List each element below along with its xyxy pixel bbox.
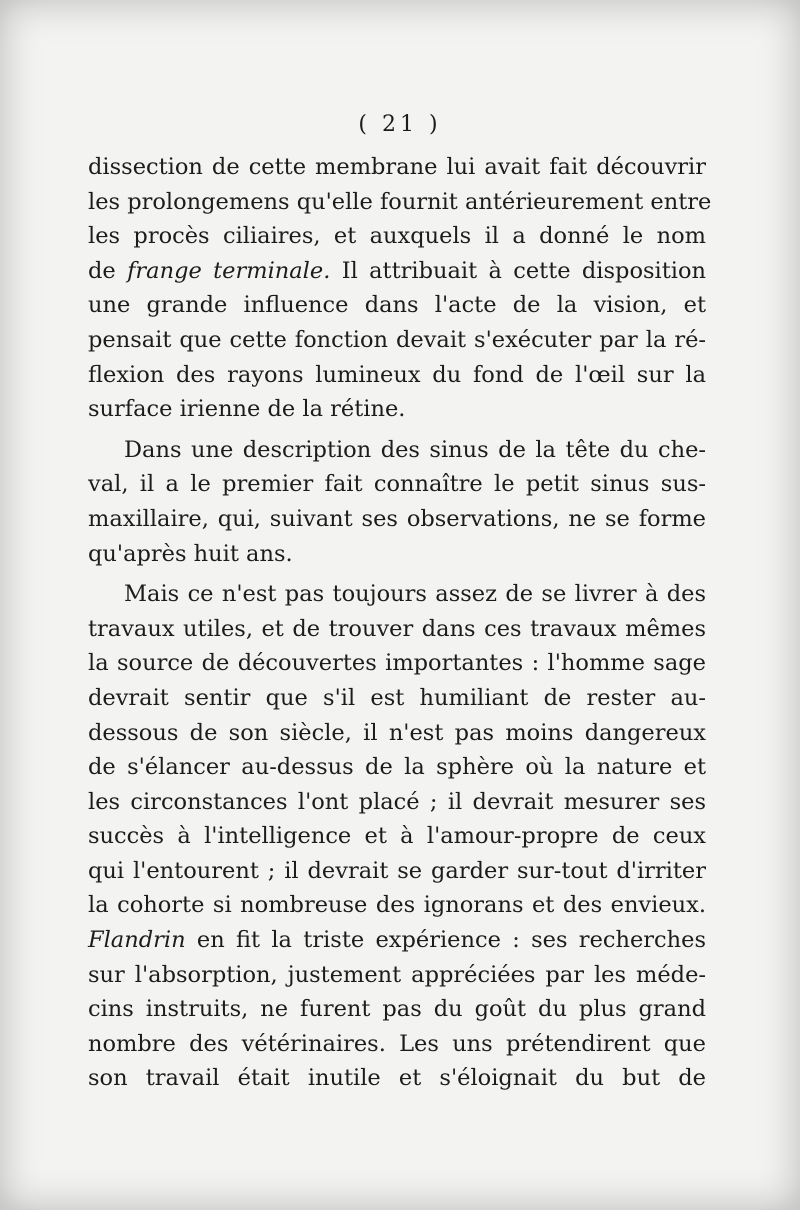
text-line: la cohorte si nombreuse des ignorans et des envieux. — [88, 892, 706, 919]
text-line: maxillaire, qui, suivant ses observations, ne se forme — [88, 505, 706, 532]
text-line: la source de découvertes importantes : l'homme sage — [88, 650, 706, 677]
text-line: les circonstances l'ont placé ; il devrait mesurer ses — [88, 788, 706, 815]
italic-term: frange terminale. — [127, 257, 331, 284]
text-segment: Il attribuait à cette disposition — [330, 257, 707, 284]
text-line: qu'après huit ans. — [88, 540, 293, 567]
text-line: les procès ciliaires, et auxquels il a donné le nom — [88, 223, 706, 250]
text-line: succès à l'intelligence et à l'amour-propre de ceux — [88, 823, 706, 850]
text-segment: de — [88, 257, 128, 284]
text-line: sur l'absorption, justement appréciées par les méde- — [88, 961, 706, 988]
text-line: de s'élancer au-dessus de la sphère où la nature et — [88, 754, 706, 781]
body-text — [88, 150, 712, 1096]
text-line: son travail était inutile et s'éloignait du but de — [88, 1065, 706, 1092]
text-line: pensait que cette fonction devait s'exécuter par la ré- — [88, 326, 706, 353]
text-line: Mais ce n'est pas toujours assez de se livrer à des — [124, 581, 706, 608]
text-line: surface irienne de la rétine. — [88, 396, 406, 423]
text-line — [88, 923, 706, 958]
text-line: dissection de cette membrane lui avait fait découvrir — [88, 154, 706, 180]
text-line — [88, 254, 706, 289]
text-line: flexion des rayons lumineux du fond de l'œil sur la — [88, 361, 706, 388]
text-line: devrait sentir que s'il est humiliant de rester au- — [88, 684, 706, 711]
text-line: Dans une description des sinus de la tête du che- — [124, 436, 706, 463]
text-line: val, il a le premier fait connaître le petit sinus sus- — [88, 471, 706, 498]
text-line: les prolongemens qu'elle fournit antérieurement entre — [88, 188, 712, 215]
text-line: une grande influence dans l'acte de la vision, et — [88, 292, 706, 319]
text-line: travaux utiles, et de trouver dans ces travaux mêmes — [88, 615, 706, 642]
text-line: qui l'entourent ; il devrait se garder sur-tout d'irriter — [88, 857, 706, 884]
text-line: cins instruits, ne furent pas du goût du plus grand — [88, 996, 706, 1023]
text-segment: en fit la triste expérience : ses recherches — [185, 927, 706, 954]
page-number: ( 21 ) — [358, 112, 442, 137]
italic-term: Flandrin — [88, 927, 186, 954]
text-line: dessous de son siècle, il n'est pas moins dangereux — [88, 719, 706, 746]
text-line: nombre des vétérinaires. Les uns prétendirent que — [88, 1030, 706, 1057]
